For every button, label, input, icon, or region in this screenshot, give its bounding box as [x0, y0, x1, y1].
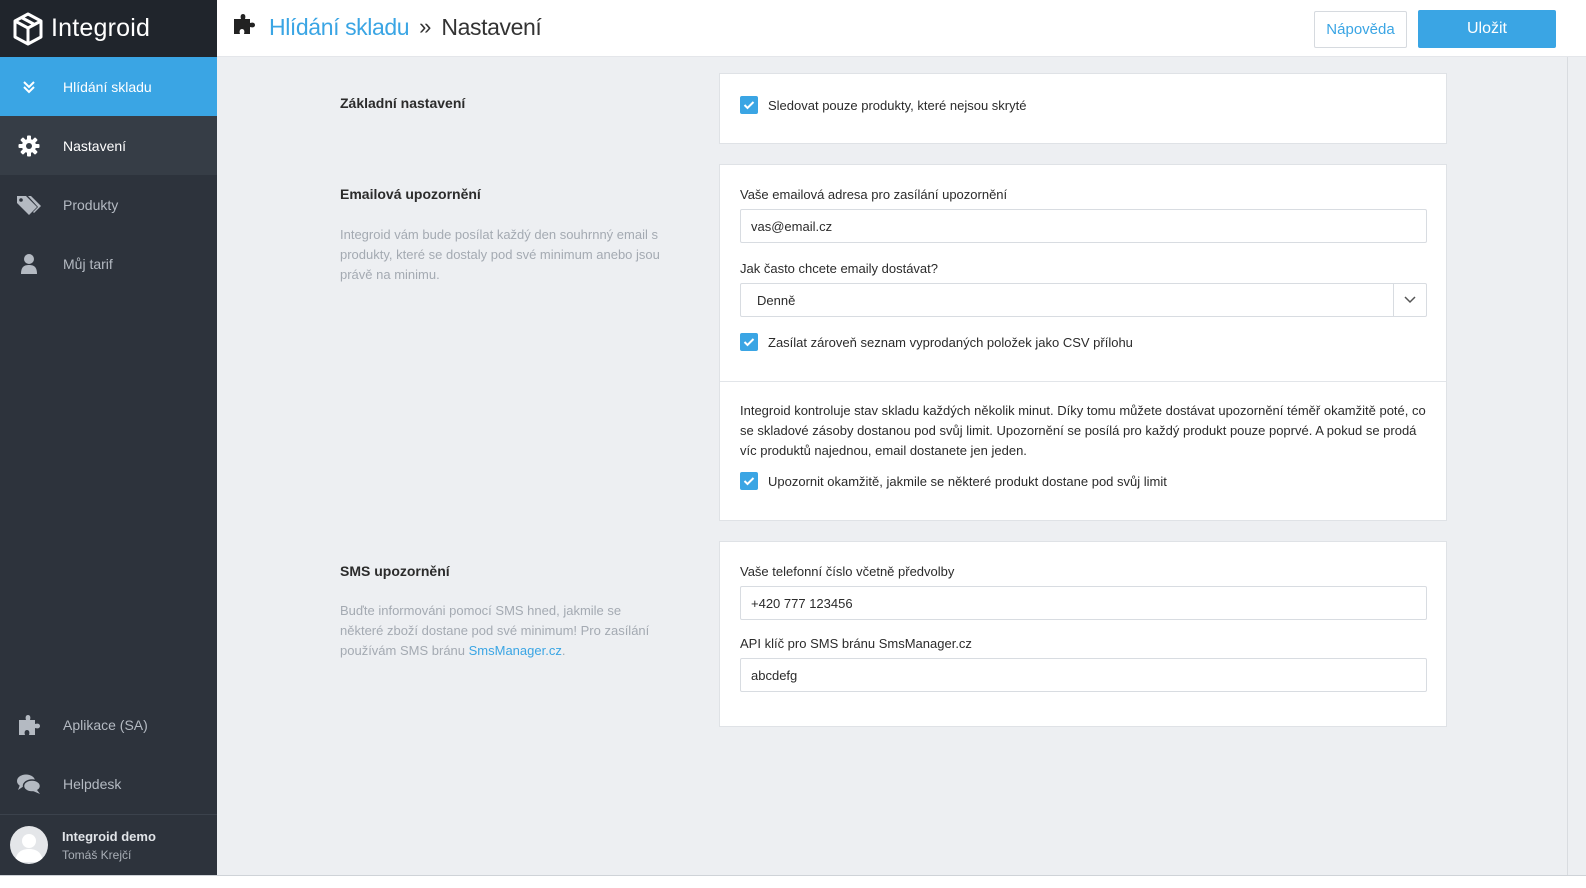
scrollbar[interactable]: [1567, 57, 1568, 875]
sidebar-item-nastaveni[interactable]: [0, 116, 217, 175]
window-bottom-edge: [0, 875, 1586, 888]
phone-input[interactable]: [740, 586, 1427, 620]
sidebar-item-helpdesk[interactable]: [0, 754, 217, 813]
only-visible-checkbox[interactable]: [740, 96, 758, 114]
sidebar-item-aplikace[interactable]: [0, 695, 217, 754]
integroid-logo-icon: [12, 12, 44, 46]
check-icon: [743, 476, 755, 486]
email-frequency-select[interactable]: [740, 283, 1427, 317]
chevron-down-icon[interactable]: [1393, 284, 1426, 316]
user-profile[interactable]: [0, 814, 217, 875]
section-title-email: Emailová upozornění: [340, 186, 481, 202]
sidebar-item-label: Produkty: [63, 196, 119, 213]
user-name: Integroid demo: [62, 828, 156, 844]
tags-icon: [16, 192, 42, 218]
section-desc-sms: [340, 601, 665, 661]
csv-checkbox[interactable]: [740, 333, 758, 351]
instant-checkbox-row[interactable]: [740, 472, 1167, 490]
email-frequency-label: Jak často chcete emaily dostávat?: [740, 261, 938, 276]
api-key-label: API klíč pro SMS bránu SmsManager.cz: [740, 636, 972, 651]
email-frequency-value: Denně: [757, 292, 796, 308]
sms-desc-text: Buďte informováni pomocí SMS hned, jakmile se některé zboží dostane pod své minimum! Pro zasílání používám SMS bránu: [340, 603, 650, 658]
sms-settings-card: [719, 541, 1447, 727]
sidebar-item-label: Helpdesk: [63, 775, 122, 792]
puzzle-icon: [16, 712, 42, 738]
instant-checkbox[interactable]: [740, 472, 758, 490]
email-address-label: Vaše emailová adresa pro zasílání upozornění: [740, 187, 1008, 202]
page-title: Nastavení: [441, 13, 542, 40]
only-visible-checkbox-row[interactable]: [740, 96, 1026, 114]
check-icon: [743, 337, 755, 347]
sidebar: [0, 0, 217, 875]
gear-icon: [16, 133, 42, 159]
user-subname: Tomáš Krejčí: [62, 847, 132, 862]
csv-checkbox-row[interactable]: [740, 333, 1133, 351]
section-title-basic: Základní nastavení: [340, 95, 466, 111]
basic-settings-card: [719, 73, 1447, 144]
sidebar-item-produkty[interactable]: [0, 175, 217, 234]
phone-label: Vaše telefonní číslo včetně předvolby: [740, 564, 955, 579]
top-bar: [217, 0, 1586, 57]
logo[interactable]: [0, 0, 217, 57]
email-address-input[interactable]: [740, 209, 1427, 243]
breadcrumb-separator: »: [419, 14, 432, 39]
api-key-input[interactable]: [740, 658, 1427, 692]
sidebar-item-label: Nastavení: [63, 137, 127, 154]
chat-icon: [16, 771, 42, 797]
divider: [720, 381, 1446, 382]
email-settings-card: [719, 164, 1447, 521]
save-button[interactable]: Uložit: [1418, 10, 1556, 48]
breadcrumb: [231, 12, 541, 42]
only-visible-label: Sledovat pouze produkty, které nejsou skryté: [768, 97, 1027, 113]
instant-label: Upozornit okamžitě, jakmile se některé produkt dostane pod svůj limit: [768, 473, 1167, 489]
breadcrumb-link[interactable]: Hlídání skladu: [269, 13, 410, 40]
sidebar-item-label: Hlídání skladu: [63, 78, 152, 95]
section-title-sms: SMS upozornění: [340, 563, 450, 579]
user-icon: [16, 251, 42, 277]
app-name: Integroid: [51, 14, 151, 42]
csv-label: Zasílat zároveň seznam vyprodaných položek jako CSV přílohu: [768, 334, 1133, 350]
avatar: [10, 826, 48, 864]
instant-info-text: Integroid kontroluje stav skladu každých několik minut. Díky tomu můžete dostávat upozornění téměř okamžitě poté, co se skladové zásoby dostanou pod svůj limit. Upozornění se posílá pro každý produkt pouze poprvé. A pokud se prodá víc produktů najednou, email dostanete jen jeden.: [740, 403, 1426, 458]
sidebar-bottom-nav: [0, 695, 217, 813]
sidebar-item-label: Můj tarif: [63, 255, 113, 272]
sms-desc-suffix: .: [561, 643, 566, 658]
smsmanager-link[interactable]: SmsManager.cz: [468, 643, 562, 658]
puzzle-icon: [231, 12, 257, 42]
sidebar-item-muj-tarif[interactable]: [0, 234, 217, 293]
sidebar-item-hlidani-skladu[interactable]: [0, 57, 217, 116]
section-desc-email: Integroid vám bude posílat každý den souhrnný email s produkty, které se dostaly pod své minimum anebo jsou právě na minimu.: [340, 227, 660, 282]
sidebar-item-label: Aplikace (SA): [63, 716, 148, 733]
chevrons-down-icon: [16, 74, 42, 100]
check-icon: [743, 100, 755, 110]
help-button[interactable]: Nápověda: [1314, 11, 1407, 48]
